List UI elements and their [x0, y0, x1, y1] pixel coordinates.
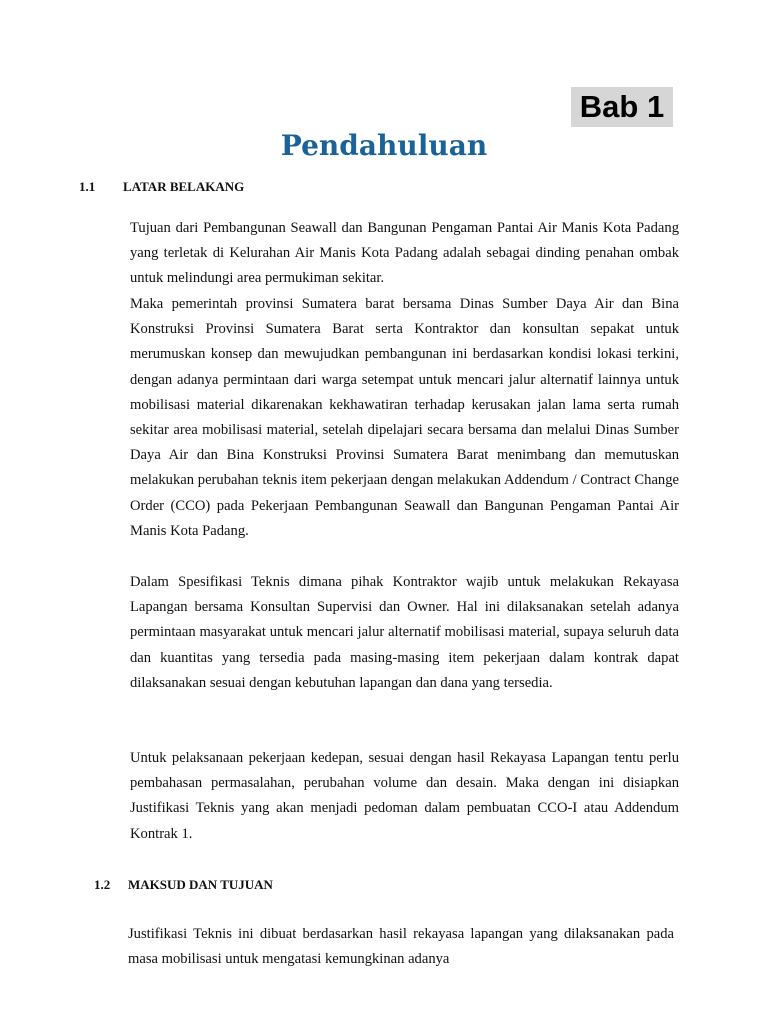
chapter-label: Bab 1	[571, 87, 673, 127]
section-title: MAKSUD DAN TUJUAN	[128, 877, 273, 892]
paragraph: Justifikasi Teknis ini dibuat berdasarkan hasil rekayasa lapangan yang dilaksanakan pada masa mobilisasi untuk mengatasi kemungkinan adanya	[128, 926, 674, 968]
paragraph: Dalam Spesifikasi Teknis dimana pihak Kontraktor wajib untuk melakukan Rekayasa Lapangan bersama Konsultan Supervisi dan Owner. Hal ini dilaksanakan setelah adanya permintaan masyarakat untuk mencari jalur alternatif mobilisasi material, supaya seluruh data dan kuantitas yang tersedia pada masing-masing item pekerjaan dalam kontrak dapat dilaksanakan sesuai dengan kebutuhan lapangan dan dana yang tersedia.	[130, 574, 679, 691]
paragraph: Maka pemerintah provinsi Sumatera barat bersama Dinas Sumber Daya Air dan Bina Konstruksi Provinsi Sumatera Barat serta Kontraktor dan konsultan sepakat untuk merumuskan konsep dan mewujudkan pembangunan ini berdasarkan kondisi lokasi terkini, dengan adanya permintaan dari warga setempat untuk mencari jalur alternatif lainnya untuk mobilisasi material dikarenakan kekhawatiran terhadap kerusakan jalan lama serta rumah sekitar area mobilisasi material, setelah dipelajari secara bersama dan melalui Dinas Sumber Daya Air dan Bina Konstruksi Provinsi Sumatera Barat menimbang dan memutuskan melakukan perubahan teknis item pekerjaan dengan melakukan Addendum / Contract Change Order (CCO) pada Pekerjaan Pembangunan Seawall dan Bangunan Pengaman Pantai Air Manis Kota Padang.	[130, 296, 679, 539]
paragraph: Untuk pelaksanaan pekerjaan kedepan, sesuai dengan hasil Rekayasa Lapangan tentu perlu pembahasan permasalahan, perubahan volume dan desain. Maka dengan ini disiapkan Justifikasi Teknis yang akan menjadi pedoman dalam pembuatan CCO-I atau Addendum Kontrak 1.	[130, 750, 679, 842]
paragraph: Tujuan dari Pembangunan Seawall dan Bangunan Pengaman Pantai Air Manis Kota Padang yang terletak di Kelurahan Air Manis Kota Padang adalah sebagai dinding penahan ombak untuk melindungi area permukiman sekitar.	[130, 220, 679, 287]
section-number: 1.1	[79, 179, 96, 194]
chapter-title: Pendahuluan	[280, 129, 488, 162]
section-number: 1.2	[94, 877, 111, 892]
section-title: LATAR BELAKANG	[123, 179, 245, 194]
